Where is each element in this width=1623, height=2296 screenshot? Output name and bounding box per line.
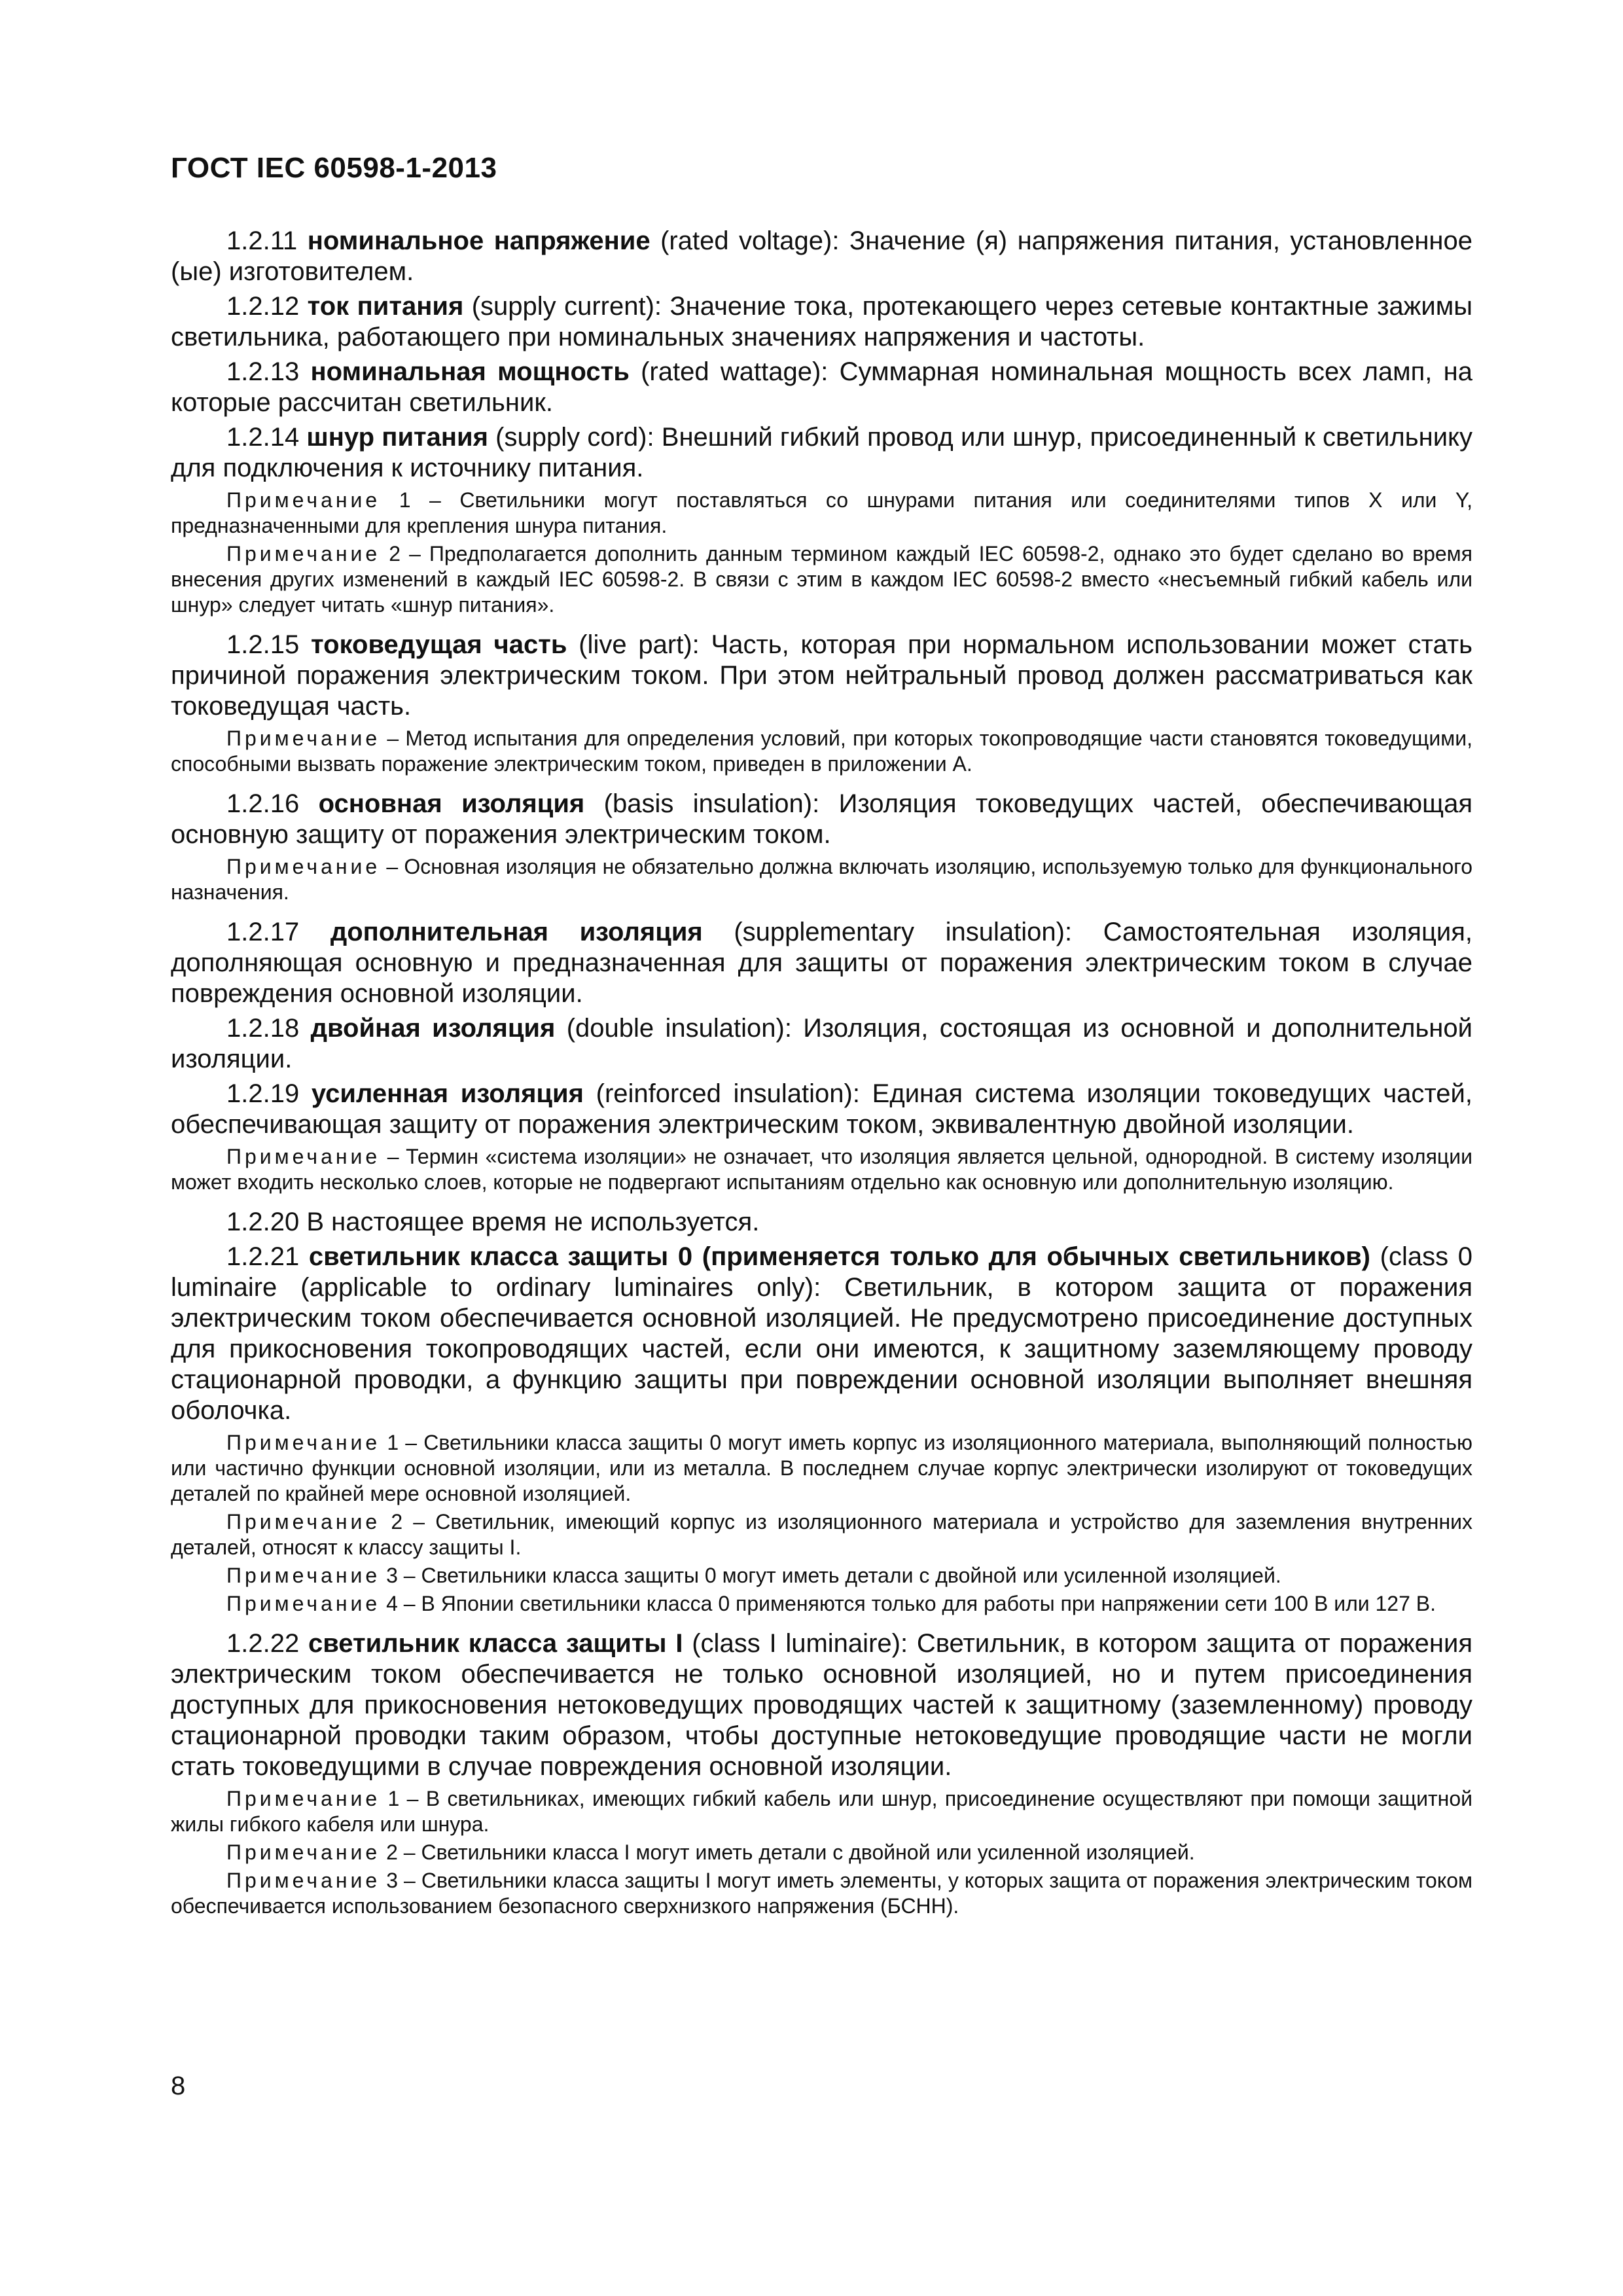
definition: (supply cord): Внешний гибкий провод или шнур, присоединенный к светильнику для подключения к источнику питания. [171, 423, 1472, 482]
term: номинальное напряжение [307, 226, 651, 255]
clause-number: 1.2.20 [226, 1208, 307, 1236]
note-text: 2 – Светильник, имеющий корпус из изоляционного материала и устройство для заземления внутренних деталей, относят к классу защиты I. [171, 1510, 1472, 1559]
clause-1-2-12 [171, 291, 1472, 353]
clause-number: 1.2.18 [226, 1014, 311, 1043]
note-1-2-22-1 [171, 1786, 1472, 1837]
definition: (double insulation): Изоляция, состоящая из основной и дополнительной изоляции. [171, 1014, 1472, 1073]
clause-1-2-15 [171, 630, 1472, 722]
note-1-2-21-1 [171, 1430, 1472, 1507]
clause-1-2-19 [171, 1079, 1472, 1140]
clause-number: 1.2.15 [226, 630, 312, 659]
note-1-2-19 [171, 1144, 1472, 1195]
spacer [171, 1619, 1472, 1628]
clause-1-2-13 [171, 357, 1472, 418]
note-text: 2 – Светильники класса I могут иметь детали с двойной или усиленной изоляцией. [380, 1840, 1195, 1864]
term: светильник класса защиты I [308, 1629, 683, 1658]
note-text: – Метод испытания для определения условий, при которых токопроводящие части становятся токоведущими, способными вызвать поражение электрическим током, приведен в приложении А. [171, 726, 1472, 776]
clause-number: 1.2.19 [226, 1079, 312, 1108]
definition: (class 0 luminaire (applicable to ordinary luminaires only): Светильник, в котором защита от поражения электрическим током обеспечивается основной изоляцией. Не предусмотрено присоединение доступных для прикосновения токопроводящих частей, если они имеются, к защитному заземляющему проводу стационарной проводки, а функцию защиты при повреждении основной изоляции выполняет внешняя оболочка. [171, 1242, 1472, 1425]
definition: (basis insulation): Изоляция токоведущих частей, обеспечивающая основную защиту от поражения электрическим током. [171, 789, 1472, 849]
term: шнур питания [306, 423, 488, 452]
document-header: ГОСТ IEC 60598-1-2013 [171, 152, 497, 184]
note-label: Примечание [226, 1840, 381, 1864]
note-1-2-21-3 [171, 1563, 1472, 1588]
note-text: 2 – Предполагается дополнить данным термином каждый IEC 60598-2, однако это будет сделано во время внесения других изменений в каждый IEC 60598-2. В связи с этим в каждом IEC 60598-2 вместо «несъемный гибкий кабель или шнур» следует читать «шнур питания». [171, 542, 1472, 617]
note-label: Примечание [226, 1145, 381, 1168]
clause-number: 1.2.21 [226, 1242, 309, 1271]
clause-number: 1.2.16 [226, 789, 319, 818]
note-label: Примечание [226, 1431, 381, 1454]
clause-number: 1.2.14 [226, 423, 307, 452]
note-text: – Термин «система изоляции» не означает, что изоляция является цельной, однородной. В систему изоляции может входить несколько слоев, которые не подвергают испытаниям отдельно как основную или дополнительную изоляцию. [171, 1145, 1472, 1194]
note-1-2-21-2 [171, 1509, 1472, 1560]
definition: (rated wattage): Суммарная номинальная мощность всех ламп, на которые рассчитан светильник. [171, 357, 1473, 417]
term: ток питания [307, 292, 464, 321]
definition: (reinforced insulation): Единая система изоляции токоведущих частей, обеспечивающая защиту от поражения электрическим током, эквивалентную двойной изоляции. [171, 1079, 1473, 1139]
definition: (rated voltage): Значение (я) напряжения питания, установленное (ые) изготовителем. [171, 226, 1473, 286]
clause-1-2-17 [171, 917, 1472, 1009]
clause-number: 1.2.17 [226, 918, 330, 946]
term: дополнительная изоляция [330, 918, 703, 946]
definition: (class I luminaire): Светильник, в котором защита от поражения электрическим током обеспечивается не только основной изоляцией, но и путем присоединения доступных для прикосновения нетоковедущих проводящих частей к защитному (заземленному) проводу стационарной проводки таким образом, чтобы доступные нетоковедущие проводящие части не могли стать токоведущими в случае повреждения основной изоляции. [171, 1629, 1472, 1781]
page-number: 8 [171, 2072, 186, 2100]
term: светильник класса защиты 0 (применяется только для обычных светильников) [308, 1242, 1370, 1271]
spacer [171, 780, 1472, 789]
note-label: Примечание [226, 1510, 381, 1534]
note-label: Примечание [226, 488, 381, 512]
document-body [171, 226, 1472, 1922]
note-1-2-16 [171, 854, 1472, 905]
note-label: Примечание [226, 1592, 381, 1615]
term: усиленная изоляция [311, 1079, 584, 1108]
note-1-2-22-2 [171, 1840, 1472, 1865]
spacer [171, 620, 1472, 630]
term: номинальная мощность [310, 357, 630, 386]
definition: (supply current): Значение тока, протекающего через сетевые контактные зажимы светильника, работающего при номинальных значениях напряжения и частоты. [171, 292, 1473, 351]
note-label: Примечание [226, 1564, 381, 1587]
term: основная изоляция [318, 789, 585, 818]
note-text: 1 – Светильники класса защиты 0 могут иметь корпус из изоляционного материала, выполняющий полностью или частично функции основной изоляции, или из металла. В последнем случае корпус электрически изолируют от токоведущих деталей по крайней мере основной изоляцией. [171, 1431, 1472, 1505]
clause-1-2-21 [171, 1242, 1472, 1426]
note-text: – Основная изоляция не обязательно должна включать изоляцию, используемую только для функционального назначения. [171, 855, 1472, 904]
note-text: 4 – В Японии светильники класса 0 применяются только для работы при напряжении сети 100 В или 127 В. [380, 1592, 1436, 1615]
clause-1-2-20 [171, 1207, 1472, 1238]
note-label: Примечание [226, 542, 381, 565]
clause-number: 1.2.12 [226, 292, 308, 321]
clause-number: 1.2.13 [226, 357, 311, 386]
definition: (supplementary insulation): Самостоятельная изоляция, дополняющая основную и предназначенная для защиты от поражения электрическим током в случае повреждения основной изоляции. [171, 918, 1472, 1008]
spacer [171, 908, 1472, 917]
note-1-2-22-3 [171, 1868, 1472, 1919]
term: двойная изоляция [310, 1014, 556, 1043]
definition: (live part): Часть, которая при нормальном использовании может стать причиной поражения электрическим током. При этом нейтральный провод должен рассматриваться как токоведущая часть. [171, 630, 1473, 721]
term: токоведущая часть [311, 630, 567, 659]
clause-1-2-16 [171, 789, 1472, 850]
note-text: 3 – Светильники класса защиты I могут иметь элементы, у которых защита от поражения электрическим током обеспечивается использованием безопасного сверхнизкого напряжения (БСНН). [171, 1869, 1472, 1918]
clause-1-2-18 [171, 1013, 1472, 1075]
note-text: 1 – Светильники могут поставляться со шнурами питания или соединителями типов X или Y, предназначенными для крепления шнура питания. [171, 488, 1472, 537]
note-label: Примечание [226, 1787, 381, 1810]
note-label: Примечание [226, 855, 381, 878]
note-1-2-14-1 [171, 488, 1472, 539]
definition: В настоящее время не используется. [306, 1208, 760, 1236]
note-1-2-15 [171, 726, 1472, 777]
clause-1-2-11 [171, 226, 1472, 287]
note-1-2-21-4 [171, 1591, 1472, 1617]
note-text: 1 – В светильниках, имеющих гибкий кабель или шнур, присоединение осуществляют при помощи защитной жилы гибкого кабеля или шнура. [171, 1787, 1472, 1836]
note-label: Примечание [226, 726, 381, 750]
note-1-2-14-2 [171, 541, 1472, 618]
clause-number: 1.2.11 [226, 226, 308, 255]
clause-1-2-14 [171, 422, 1472, 484]
clause-1-2-22 [171, 1628, 1472, 1782]
note-label: Примечание [226, 1869, 381, 1892]
clause-number: 1.2.22 [226, 1629, 308, 1658]
note-text: 3 – Светильники класса защиты 0 могут иметь детали с двойной или усиленной изоляцией. [380, 1564, 1281, 1587]
spacer [171, 1198, 1472, 1207]
